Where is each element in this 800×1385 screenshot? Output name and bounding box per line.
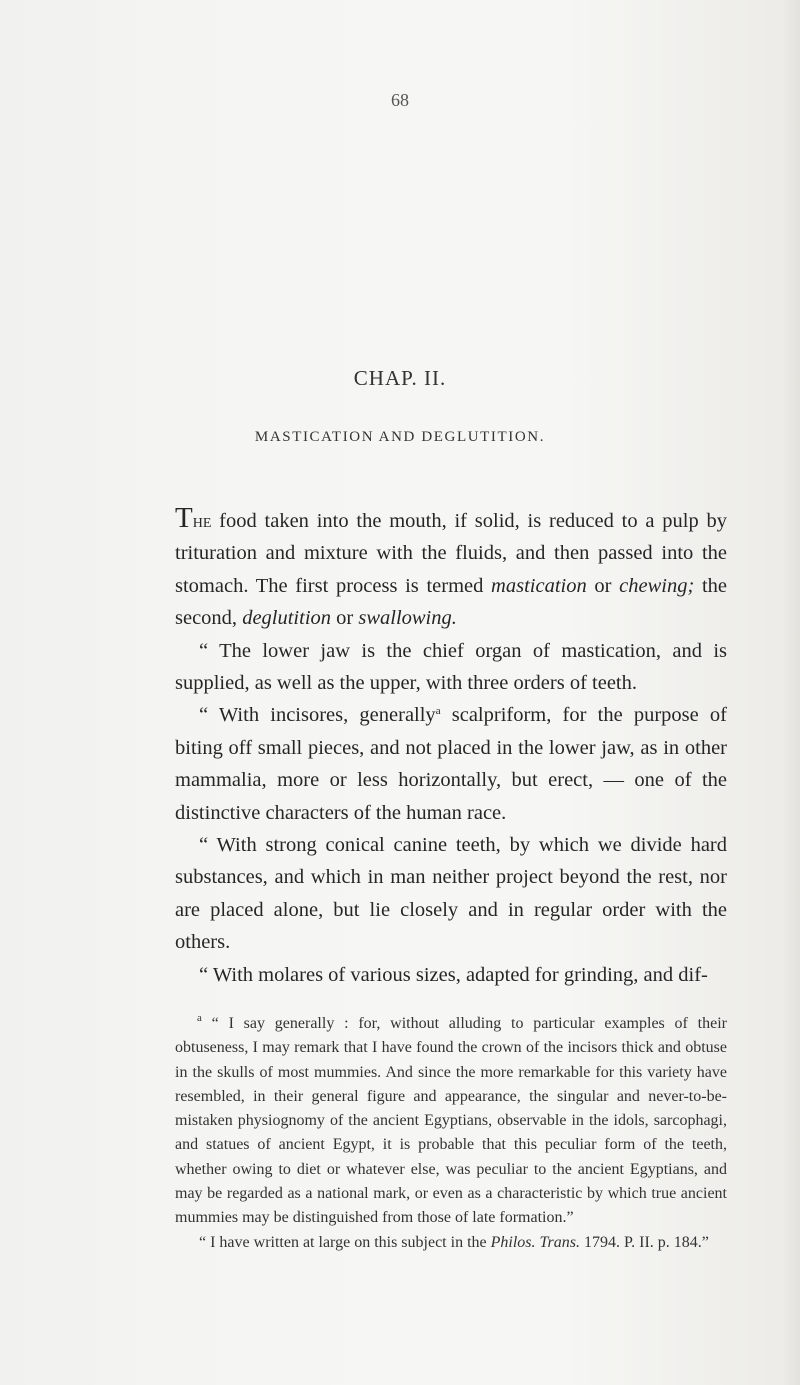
text-run: “ With incisores, generally (199, 704, 436, 727)
footnote-a (175, 1012, 727, 1231)
chapter-heading: CHAP. II. (353, 366, 447, 390)
drop-cap: T (175, 502, 193, 534)
italic-term: deglutition (242, 607, 332, 630)
footnotes (175, 1012, 727, 1255)
page-edge-shadow (782, 0, 800, 1385)
text-run: or (586, 574, 620, 597)
paragraph-5: “ With molares of various sizes, adapted for grinding, and dif- (199, 963, 708, 986)
text-run: the second, (175, 574, 728, 630)
footnote-text: 1794. P. II. p. 184.” (579, 1233, 709, 1251)
text-run: or (331, 607, 359, 630)
citation-title: Philos. Trans. (490, 1233, 580, 1251)
paragraph-2: “ The lower jaw is the chief organ of mastication, and is supplied, as well as the upper, with three orders of teeth. (175, 639, 727, 695)
paragraph-4: “ With strong conical canine teeth, by which we divide hard substances, and which in man neither project beyond the rest, nor are placed alone, but lie closely and in regular order with the others. (175, 834, 727, 954)
footnote-text: “ I have written at large on this subject in the (199, 1233, 491, 1251)
footnote-mark: a (197, 1012, 202, 1024)
footnote-reference: a (435, 705, 441, 718)
footnote-continuation (175, 1231, 727, 1255)
italic-term: swallowing. (358, 607, 457, 630)
italic-term: chewing; (619, 574, 695, 597)
text-run: food taken into the mouth, if solid, is reduced to a pulp by trituration and mixture with the fluids, and then passed into the stomach. The first process is termed (175, 510, 727, 597)
small-caps-text: he (192, 510, 212, 532)
chapter-title: MASTICATION AND DEGLUTITION. (254, 429, 546, 445)
paragraph-3 (175, 699, 727, 829)
footnote-text: “ I say generally : for, without alluding to particular examples of their obtuseness, I may remark that I have found the crown of the incisors thick and obtuse in the skulls of most mummies. And since the more remarkable for this variety have resembled, in their general figure and appearance, the singular and never-to-be-mistaken physiognomy of the ancient Egyptians, observable in the idols, sarcophagi, and statues of ancient Egypt, it is probable that this peculiar form of the teeth, whether owing to diet or whatever else, was peculiar to the ancient Egyptians, and may be regarded as a national mark, or even as a characteristic by which true ancient mummies may be distinguished from those of late formation.” (175, 1015, 727, 1227)
italic-term: mastication (491, 574, 587, 597)
paragraph-1 (175, 502, 727, 635)
body-text (175, 502, 727, 991)
text-run: scalpriform, for the purpose of biting off small pieces, and not placed in the lower jaw, as in other mammalia, more or less horizontally, but erect, — one of the distinctive characters of the human race. (175, 704, 727, 824)
page-number: 68 (391, 90, 409, 110)
